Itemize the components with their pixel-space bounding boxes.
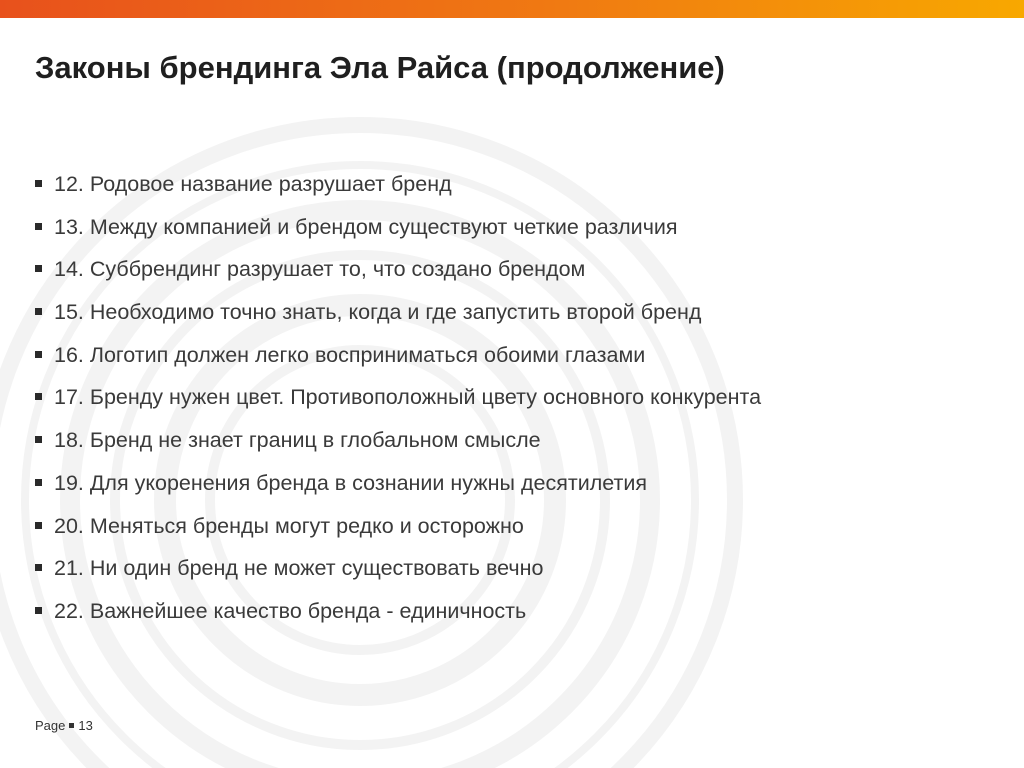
list-item — [35, 340, 761, 383]
list-item-text: 18. Бренд не знает границ в глобальном смысле — [54, 428, 541, 453]
list-item — [35, 468, 761, 511]
list-item — [35, 297, 761, 340]
page-number: 13 — [78, 718, 93, 733]
square-separator-icon — [69, 723, 74, 728]
page-label: Page — [35, 718, 66, 733]
list-item — [35, 254, 761, 297]
list-item — [35, 169, 761, 212]
list-item-text: 16. Логотип должен легко восприниматься обоими глазами — [54, 342, 646, 367]
list-item-text: 19. Для укоренения бренда в сознании нужны десятилетия — [54, 470, 648, 495]
slide-title: Законы брендинга Эла Райса (продолжение) — [35, 50, 725, 85]
list-item-text: 21. Ни один бренд не может существовать вечно — [54, 556, 544, 581]
list-item — [35, 596, 761, 639]
square-bullet-icon — [35, 479, 42, 486]
square-bullet-icon — [35, 564, 42, 571]
list-item-text: 22. Важнейшее качество бренда - единичность — [54, 598, 527, 623]
list-item-text: 13. Между компанией и брендом существуют четкие различия — [54, 214, 678, 239]
square-bullet-icon — [35, 180, 42, 187]
list-item — [35, 553, 761, 596]
brand-laws-list — [35, 169, 761, 639]
square-bullet-icon — [35, 393, 42, 400]
square-bullet-icon — [35, 436, 42, 443]
list-item-text: 14. Суббрендинг разрушает то, что создано брендом — [54, 257, 586, 282]
list-item-text: 12. Родовое название разрушает бренд — [54, 172, 452, 196]
square-bullet-icon — [35, 223, 42, 230]
list-item-text: 15. Необходимо точно знать, когда и где запустить второй бренд — [54, 300, 702, 325]
square-bullet-icon — [35, 607, 42, 614]
square-bullet-icon — [35, 308, 42, 315]
square-bullet-icon — [35, 351, 42, 358]
list-item — [35, 511, 761, 554]
square-bullet-icon — [35, 265, 42, 272]
square-bullet-icon — [35, 522, 42, 529]
list-item — [35, 425, 761, 468]
list-item — [35, 382, 761, 425]
page-footer — [35, 718, 93, 733]
list-item — [35, 212, 761, 255]
list-item-text: 20. Меняться бренды могут редко и осторожно — [54, 513, 524, 538]
list-item-text: 17. Бренду нужен цвет. Противоположный цвету основного конкурента — [54, 385, 762, 410]
